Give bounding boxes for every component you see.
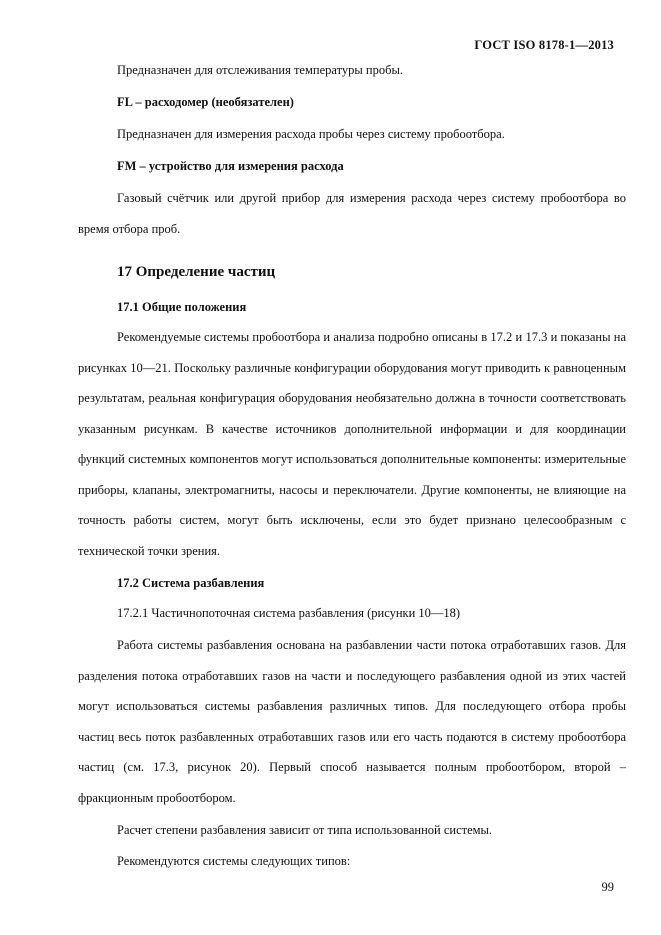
- section-17-heading: 17 Определение частиц: [117, 264, 276, 280]
- paragraph-recommended: Рекомендуются системы следующих типов:: [117, 854, 351, 868]
- section-17-2-heading: 17.2 Система разбавления: [117, 576, 265, 590]
- page-number: 99: [601, 880, 614, 894]
- section-17-2-1-heading: 17.2.1 Частичнопоточная система разбавления (рисунки 10—18): [117, 606, 461, 620]
- paragraph-gas-meter: Газовый счётчик или другой прибор для измерения расхода через систему пробоотбора во время отбора проб.: [78, 191, 626, 236]
- paragraph-general: Рекомендуемые системы пробоотбора и анализа подробно описаны в 17.2 и 17.3 и показаны на рисунках 10—21. Поскольку различные конфигурации оборудования могут приводить к равноценным результатам, реальная конфигурация оборудования необязательно должна в точности соответствовать указанным рисункам. В качестве источников дополнительной информации и для координации функций системных компонентов могут использоваться дополнительные компоненты: измерительные приборы, клапаны, электромагниты, насосы и переключатели. Другие компоненты, не влияющие на точность работы систем, могут быть исключены, если это будет признано целесообразным с технической точки зрения.: [78, 330, 626, 558]
- paragraph-calculation: Расчет степени разбавления зависит от типа использованной системы.: [117, 823, 493, 837]
- fl-heading: FL – расходомер (необязателен): [117, 95, 294, 109]
- paragraph-flow-measure: Предназначен для измерения расхода пробы через систему пробоотбора.: [117, 127, 505, 141]
- section-17-1-heading: 17.1 Общие положения: [117, 300, 247, 314]
- fm-heading: FM – устройство для измерения расхода: [117, 159, 344, 173]
- document-header: ГОСТ ISO 8178-1—2013: [474, 38, 614, 52]
- paragraph-temperature: Предназначен для отслеживания температуры пробы.: [117, 63, 403, 77]
- paragraph-dilution: Работа системы разбавления основана на разбавлении части потока отработавших газов. Для разделения потока отработавших газов на части и последующего разбавления одной из этих частей могут использоваться системы разбавления различных типов. Для последующего отбора пробы частиц весь поток разбавленных отработавших газов или его часть подаются в систему пробоотбора частиц (см. 17.3, рисунок 20). Первый способ называется полным пробоотбором, второй – фракционным пробоотбором.: [78, 638, 626, 805]
